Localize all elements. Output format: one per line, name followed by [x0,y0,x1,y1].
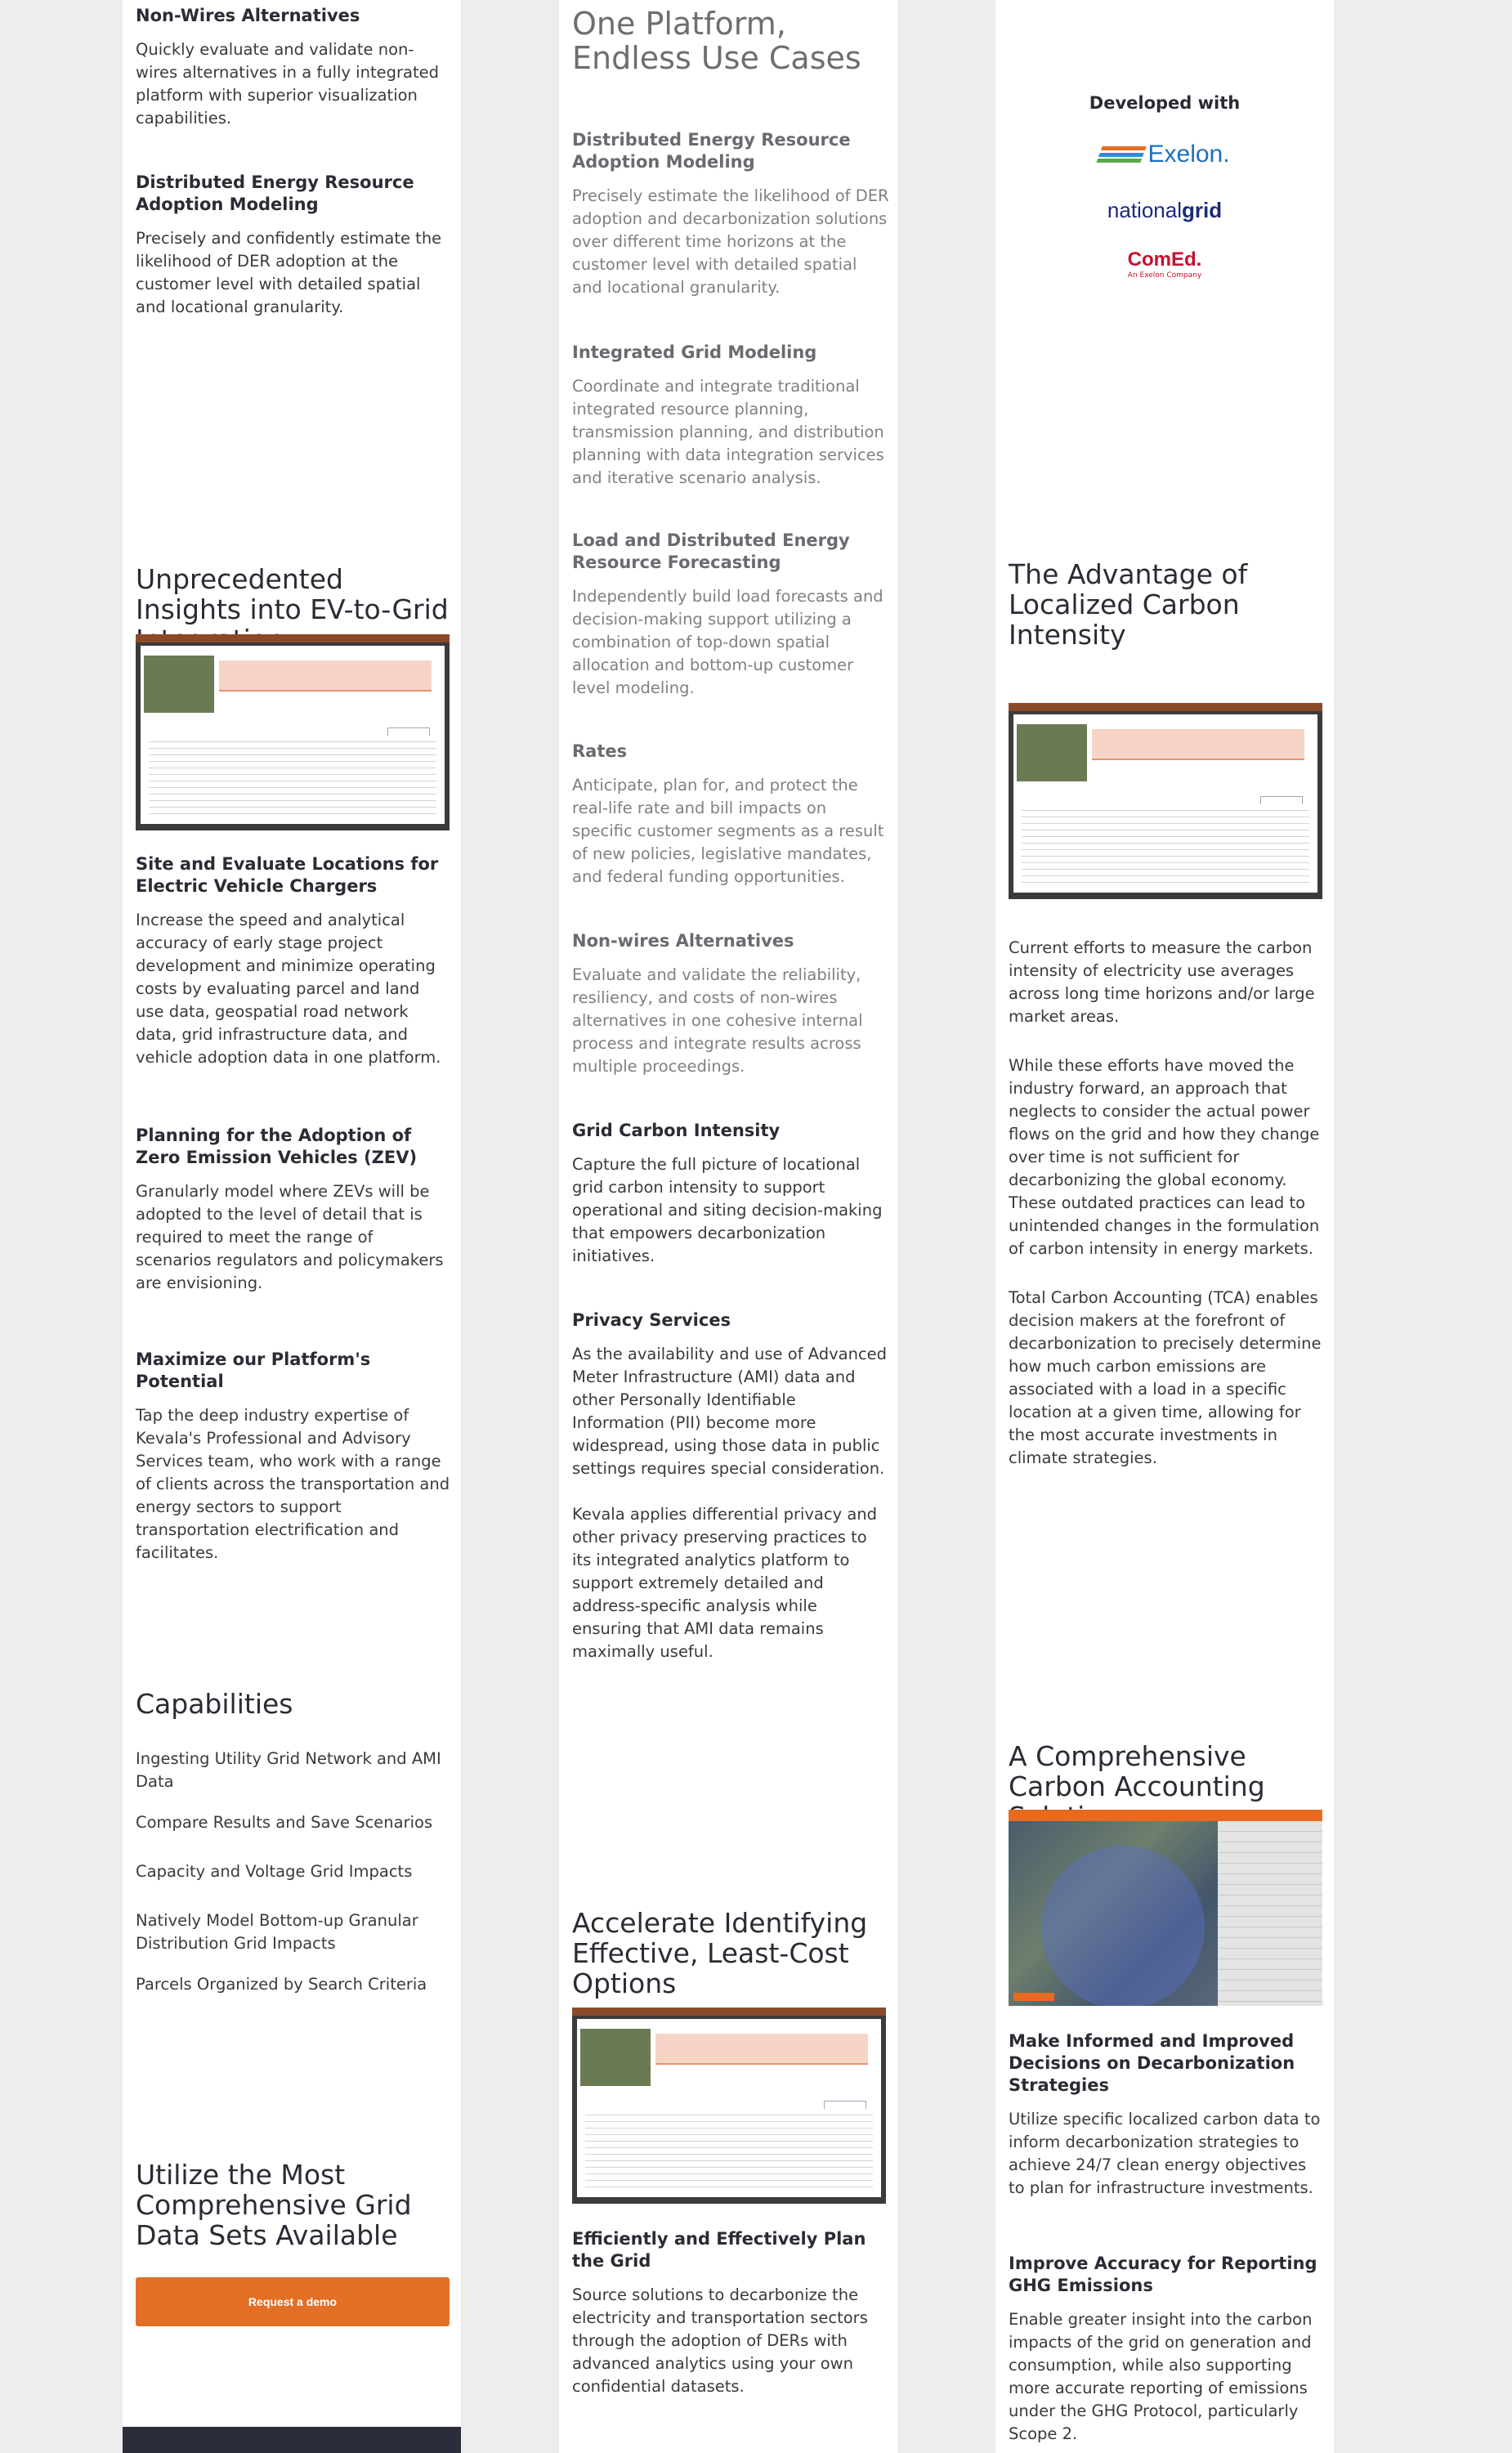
capability-item: Parcels Organized by Search Criteria [136,1975,427,1994]
column-ev [123,0,461,2453]
feature-privacy [572,1309,889,1663]
national-grid-logo: nationalgrid [1107,198,1223,222]
feature-body: Increase the speed and analytical accuracy of early stage project development and minimize operating costs by evaluating parcel and land use data, geospatial road network data, grid infrastructure data, and vehicle adoption data in one platform. [136,911,441,1067]
capability-item: Natively Model Bottom-up Granular Distribution Grid Impacts [136,1911,418,1953]
feature-title: Rates [572,741,628,761]
capability-item: Compare Results and Save Scenarios [136,1813,433,1832]
feature-title: Non-Wires Alternatives [136,6,360,25]
capability-item: Ingesting Utility Grid Network and AMI Data [136,1749,441,1791]
column-carbon [995,0,1334,2453]
paragraph: While these efforts have moved the industry forward, an approach that neglects to consider the actual power flows on the grid and how they change over time is not sufficient for decarbonizing the global economy. These outdated practices can lead to unintended changes in the formulation of carbon intensity in energy markets. [1009,1056,1320,1258]
advantage-text [1009,937,1326,1470]
feature-nwa [572,930,889,1078]
feature-body: Tap the deep industry expertise of Kevala's Professional and Advisory Services team, who work with a range of clients across the transportation and energy sectors to support transportation electrification and facilitates. [136,1406,450,1562]
feature-body: Independently build load forecasts and decision-making support utilizing a combination of top-down spatial allocation and bottom-up customer level modeling. [572,587,883,697]
footer-bar [123,2427,461,2453]
feature-der-adoption [572,129,889,299]
feature-igm [572,342,889,490]
feature-body: Anticipate, plan for, and protect the real-life rate and bill impacts on specific customer segments as a result of new policies, legislative mandates, and federal funding opportunities. [572,776,884,886]
comprehensive-heading: A Comprehensive Carbon Accounting [1009,1740,1265,1802]
advantage-heading-block [1009,559,1326,650]
feature-body: Source solutions to decarbonize the electricity and transportation sectors through the adoption of DERs with advanced analytics using your own confidential datasets. [572,2285,868,2396]
feature-title: Distributed Energy Resource Adoption Modeling [136,172,414,214]
feature-grid-carbon [572,1120,889,1268]
paragraph: Total Carbon Accounting (TCA) enables decision makers at the forefront of decarbonization to precisely determine how much carbon emissions are associated with a load in a specific location at a given time, allowing for the most accurate investments in climate strategies. [1009,1288,1322,1467]
feature-body: Utilize specific localized carbon data to inform decarbonization strategies to achieve 24/7 clean energy objectives to plan for infrastructure investments. [1009,2110,1321,2197]
feature-site-chargers [136,853,453,1069]
feature-title: Non-wires Alternatives [572,931,794,951]
feature-body: Capture the full picture of locational grid carbon intensity to support operational and siting decision-making that empowers decarbonization initiatives. [572,1155,883,1265]
feature-body: Coordinate and integrate traditional integrated resource planning, transmission planning, and distribution planning with data integration services and iterative scenario analysis. [572,377,884,487]
feature-title: Site and Evaluate Locations for Electric Vehicle Chargers [136,854,439,896]
platform-screenshot [572,2008,886,2204]
accelerate-heading-block [572,1908,889,1999]
request-demo-button[interactable]: Request a demo [136,2277,450,2326]
feature-plan-grid [572,2228,889,2398]
exelon-logo: Exelon. [995,141,1334,168]
use-cases-heading: One Platform, Endless Use Cases [572,6,861,76]
developed-with-label: Developed with [1089,93,1241,113]
feature-load-forecasting [572,530,889,700]
comed-logo: ComEd. An Exelon Company [1127,248,1202,280]
utilize-heading-block [136,2160,453,2250]
feature-title: Maximize our Platform's Potential [136,1350,371,1391]
feature-title: Privacy Services [572,1310,731,1330]
feature-title: Load and Distributed Energy Resource Forecasting [572,530,850,572]
feature-der-adoption [136,172,453,319]
feature-title: Integrated Grid Modeling [572,342,817,362]
feature-body: Quickly evaluate and validate non-wires alternatives in a fully integrated platform with superior visualization capabilities. [136,40,439,128]
feature-maximize [136,1349,453,1564]
ev-heading: Unprecedented Insights into EV-to-Grid [136,563,449,625]
capability-item: Capacity and Voltage Grid Impacts [136,1862,413,1881]
feature-rates [572,741,889,889]
feature-body: Granularly model where ZEVs will be adopted to the level of detail that is required to meet the range of scenarios regulators and policymakers are envisioning. [136,1182,444,1292]
use-cases-heading-block [572,7,889,75]
accelerate-heading: Accelerate Identifying Effective, Least-Cost Options [572,1907,868,1999]
feature-title: Efficiently and Effectively Plan the Grid [572,2229,866,2271]
feature-title: Make Informed and Improved Decisions on Decarbonization Strategies [1009,2031,1295,2095]
feature-title: Grid Carbon Intensity [572,1121,781,1140]
feature-title: Planning for the Adoption of Zero Emission Vehicles (ZEV) [136,1126,418,1167]
capabilities-heading: Capabilities [136,1688,293,1720]
capabilities-list [136,1748,453,1996]
feature-body-2: Kevala applies differential privacy and other privacy preserving practices to its integrated analytics platform to support extremely detailed and address-specific analysis while ensuring that AMI data remains maximally useful. [572,1505,878,1661]
feature-ghg [1009,2253,1326,2446]
column-use-cases [559,0,897,2453]
feature-informed [1009,2030,1326,2200]
feature-nwa [136,5,453,130]
feature-title: Improve Accuracy for Reporting GHG Emissions [1009,2254,1317,2295]
carbon-map-screenshot [1009,1810,1322,2006]
advantage-heading: The Advantage of Localized Carbon Intensity [1009,558,1248,651]
feature-body: Evaluate and validate the reliability, resiliency, and costs of non-wires alternatives in one cohesive internal process and integrate results across multiple proceedings. [572,965,863,1076]
feature-body: Precisely estimate the likelihood of DER adoption and decarbonization solutions over different time horizons at the customer level with detailed spatial and locational granularity. [572,186,889,297]
feature-body: As the availability and use of Advanced Meter Infrastructure (AMI) data and other Personally Identifiable Information (PII) become more widespread, using those data in public settings requires special consideration. [572,1345,888,1478]
feature-zev [136,1125,453,1295]
feature-body: Precisely and confidently estimate the likelihood of DER adoption at the customer level with detailed spatial and locational granularity. [136,229,442,316]
platform-screenshot [1009,703,1322,899]
capabilities-heading-block [136,1689,453,1719]
utilize-heading: Utilize the Most Comprehensive Grid Data Sets Available [136,2159,412,2251]
platform-screenshot [136,634,450,830]
feature-title: Distributed Energy Resource Adoption Modeling [572,130,851,172]
paragraph: Current efforts to measure the carbon intensity of electricity use averages across long time horizons and/or large market areas. [1009,938,1315,1026]
feature-body: Enable greater insight into the carbon impacts of the grid on generation and consumption, while also supporting more accurate reporting of emissions under the GHG Protocol, particularly Scope 2. [1009,2310,1313,2443]
